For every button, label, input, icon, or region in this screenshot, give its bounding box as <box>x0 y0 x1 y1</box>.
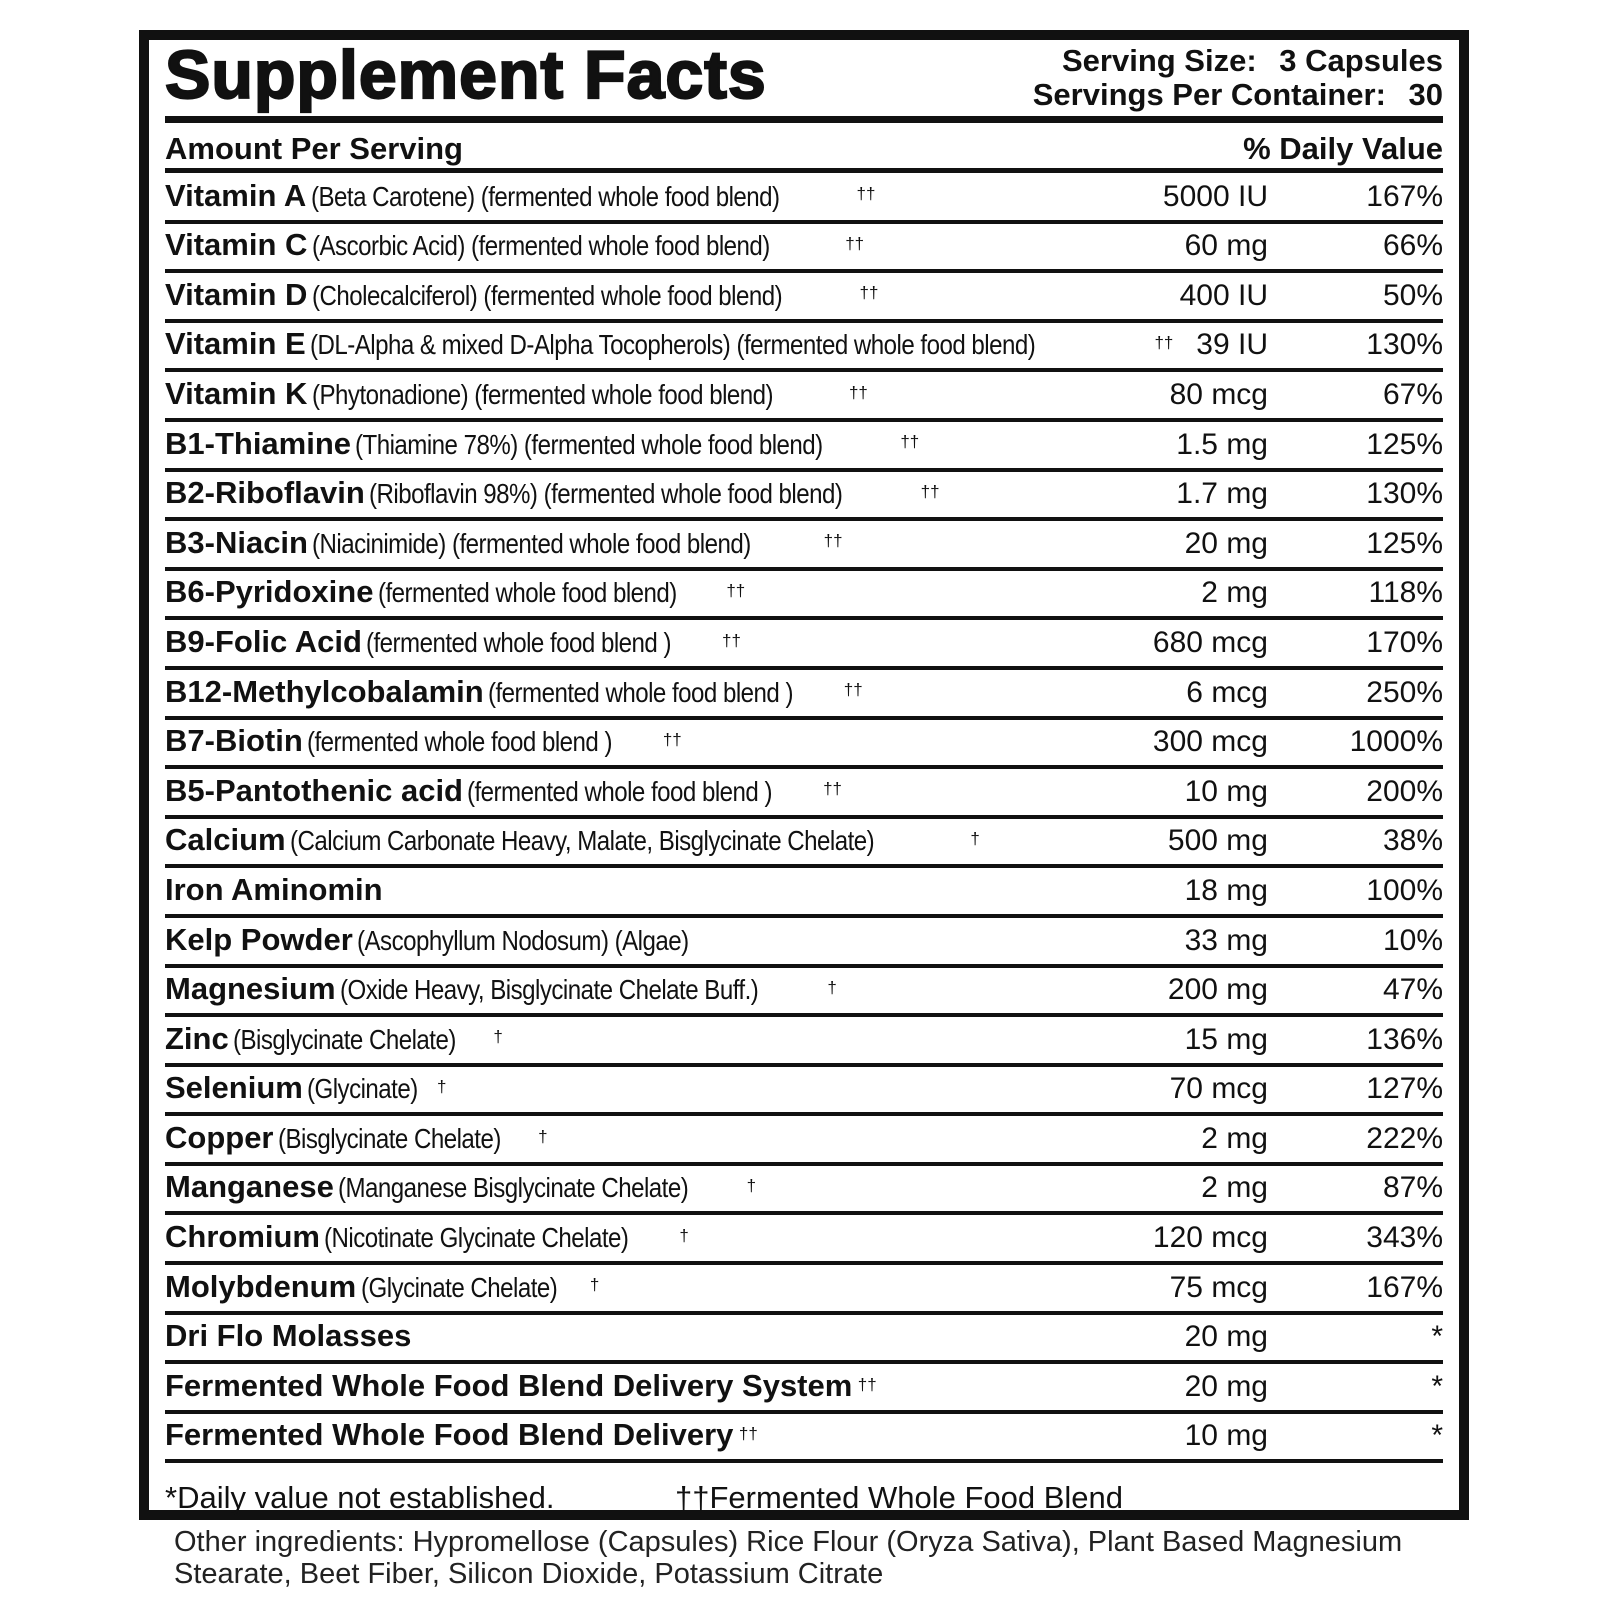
nutrient-daily-value: 167% <box>1366 1270 1443 1304</box>
servings-per-container-label: Servings Per Container: <box>1032 77 1386 112</box>
nutrient-name-cell <box>165 574 745 610</box>
nutrient-name-cell <box>165 872 388 908</box>
nutrient-name-cell <box>165 1120 548 1156</box>
nutrient-daily-value: * <box>1431 1419 1443 1453</box>
nutrient-description: (Glycinate) <box>307 1073 419 1105</box>
footnote-mark: †† <box>845 233 865 253</box>
footnote-mark: † <box>746 1176 757 1196</box>
nutrient-description: (fermented whole food blend) <box>377 577 677 609</box>
nutrient-description: (Calcium Carbonate Heavy, Malate, Bisglycinate Chelate) <box>290 825 875 857</box>
nutrient-description: (Bisglycinate Chelate) <box>233 1023 457 1055</box>
nutrient-daily-value: 66% <box>1382 229 1443 263</box>
footnote-mark: † <box>589 1275 600 1295</box>
nutrient-daily-value: 167% <box>1366 179 1443 213</box>
nutrient-name-cell <box>165 525 843 561</box>
nutrient-description: (Beta Carotene) (fermented whole food blend) <box>310 180 780 212</box>
table-row <box>165 968 1443 1018</box>
nutrient-daily-value: 125% <box>1366 526 1443 560</box>
table-row <box>165 1215 1443 1265</box>
nutrient-name: Magnesium <box>165 971 336 1007</box>
table-row <box>165 1017 1443 1067</box>
footnote-mark: † <box>970 828 980 848</box>
nutrient-amount: 300 mcg <box>1152 725 1268 759</box>
footnote-mark: †† <box>738 1424 758 1444</box>
nutrient-daily-value: 136% <box>1366 1022 1443 1056</box>
nutrient-daily-value: 130% <box>1366 328 1443 362</box>
table-row <box>165 769 1443 819</box>
nutrient-amount: 2 mg <box>1201 1171 1268 1205</box>
page-title: Supplement Facts <box>165 37 767 113</box>
nutrient-name-cell <box>165 674 863 710</box>
footnote-mark: †† <box>823 779 842 799</box>
nutrient-daily-value: * <box>1431 1369 1443 1403</box>
nutrient-amount: 500 mg <box>1167 824 1268 858</box>
footnote-mark: †† <box>662 729 682 749</box>
serving-size-value: 3 Capsules <box>1279 43 1443 78</box>
table-row <box>165 472 1443 522</box>
nutrient-daily-value: 38% <box>1382 824 1443 858</box>
nutrient-description: (Ascophyllum Nodosum) (Algae) <box>357 924 689 956</box>
table-row <box>165 571 1443 621</box>
nutrient-amount: 20 mg <box>1184 1369 1268 1403</box>
nutrient-name: Vitamin A <box>165 177 307 213</box>
nutrient-amount: 200 mg <box>1167 973 1268 1007</box>
table-row <box>165 372 1443 422</box>
nutrient-daily-value: 127% <box>1366 1072 1443 1106</box>
nutrient-description: (Bisglycinate Chelate) <box>277 1122 501 1154</box>
table-row <box>165 1166 1443 1216</box>
footnote-mark: † <box>679 1225 689 1245</box>
footnote-mark: † <box>437 1076 447 1096</box>
nutrient-name-cell <box>165 1417 758 1453</box>
nutrient-description: (Niacinimide) (fermented whole food blend) <box>312 527 752 559</box>
table-row <box>165 323 1443 373</box>
nutrient-name: Vitamin D <box>165 276 308 312</box>
nutrient-amount: 5000 IU <box>1162 179 1268 213</box>
serving-size <box>1033 44 1443 78</box>
nutrient-name: Fermented Whole Food Blend Delivery <box>165 1417 734 1453</box>
nutrient-name: Selenium <box>165 1070 303 1106</box>
header-divider <box>165 116 1443 123</box>
servings-per-container-value: 30 <box>1408 77 1443 112</box>
table-row <box>165 273 1443 323</box>
nutrient-amount: 10 mg <box>1184 1419 1268 1453</box>
nutrient-name-cell <box>165 971 837 1007</box>
table-row <box>165 1414 1443 1464</box>
nutrient-description: (Phytonadione) (fermented whole food blend) <box>311 378 773 410</box>
nutrient-description: (Cholecalciferol) (fermented whole food blend) <box>311 279 783 311</box>
nutrient-name: Vitamin K <box>165 375 308 411</box>
nutrient-daily-value: 250% <box>1366 675 1443 709</box>
nutrient-amount: 6 mcg <box>1186 675 1268 709</box>
table-row <box>165 1116 1443 1166</box>
nutrient-name-cell <box>165 376 868 412</box>
nutrient-daily-value: 343% <box>1366 1221 1443 1255</box>
nutrient-name: B7-Biotin <box>165 723 303 759</box>
nutrient-amount: 75 mcg <box>1169 1270 1268 1304</box>
table-row <box>165 1265 1443 1315</box>
table-row <box>165 819 1443 869</box>
footnote-mark: † <box>827 977 837 997</box>
nutrient-daily-value: 10% <box>1382 923 1443 957</box>
amount-per-serving-heading: Amount Per Serving <box>165 131 463 166</box>
column-header-row <box>165 128 1443 170</box>
footnote-mark: †† <box>857 1374 877 1394</box>
footnote-mark: †† <box>722 630 741 650</box>
nutrient-daily-value: * <box>1431 1320 1443 1354</box>
daily-value-heading: % Daily Value <box>1243 131 1443 166</box>
nutrient-daily-value: 87% <box>1382 1171 1443 1205</box>
nutrient-amount: 20 mg <box>1184 526 1268 560</box>
nutrient-description: (Thiamine 78%) (fermented whole food blend) <box>355 428 824 460</box>
nutrient-name: Vitamin C <box>165 227 308 263</box>
nutrient-name: B12-Methylcobalamin <box>165 673 484 709</box>
nutrient-amount: 120 mcg <box>1152 1221 1268 1255</box>
nutrient-amount: 60 mg <box>1184 229 1268 263</box>
nutrient-name: Copper <box>165 1119 274 1155</box>
footnote-mark: †† <box>920 481 940 501</box>
table-row <box>165 620 1443 670</box>
footnote-mark: †† <box>856 184 876 204</box>
nutrient-name-cell <box>165 624 741 660</box>
nutrient-name: B2-Riboflavin <box>165 475 365 511</box>
nutrient-amount: 33 mg <box>1184 923 1268 957</box>
nutrient-name: B6-Pyridoxine <box>165 574 374 610</box>
nutrient-name: Iron Aminomin <box>165 871 383 907</box>
nutrient-description: (Riboflavin 98%) (fermented whole food blend) <box>369 478 843 510</box>
nutrient-name: Vitamin E <box>165 326 306 362</box>
nutrient-name-cell <box>165 922 744 958</box>
facts-header <box>165 37 1443 120</box>
nutrient-name: B9-Folic Acid <box>165 623 362 659</box>
footnote-mark: † <box>538 1126 548 1146</box>
nutrient-name: Zinc <box>165 1020 229 1056</box>
table-row <box>165 720 1443 770</box>
other-ingredients: Other ingredients: Hypromellose (Capsules) Rice Flour (Oryza Sativa), Plant Based Magnesium Stearate, Beet Fiber, Silicon Dioxide, Potassium Citrate <box>174 1526 1403 1590</box>
nutrient-amount: 39 IU <box>1196 328 1268 362</box>
nutrient-name-cell <box>165 1070 447 1106</box>
nutrient-amount: 10 mg <box>1184 774 1268 808</box>
table-row <box>165 918 1443 968</box>
nutrient-amount: 2 mg <box>1201 1121 1268 1155</box>
table-row <box>165 521 1443 571</box>
serving-info <box>1033 44 1443 112</box>
nutrient-daily-value: 67% <box>1382 377 1443 411</box>
table-row <box>165 670 1443 720</box>
footnotes <box>165 1480 1443 1516</box>
nutrient-amount: 80 mcg <box>1169 377 1268 411</box>
nutrient-description: (fermented whole food blend ) <box>307 726 613 758</box>
nutrient-description: (fermented whole food blend ) <box>366 626 672 658</box>
nutrient-name-cell <box>165 1318 417 1354</box>
nutrient-name-cell <box>165 227 864 263</box>
nutrient-description: (Oxide Heavy, Bisglycinate Chelate Buff.) <box>339 974 759 1006</box>
nutrient-name-cell <box>165 822 980 858</box>
nutrient-name-cell <box>165 475 940 511</box>
nutrient-description: (fermented whole food blend ) <box>467 775 773 807</box>
servings-per-container <box>1033 78 1443 112</box>
footnote-mark: †† <box>823 531 843 551</box>
nutrient-name: Molybdenum <box>165 1268 357 1304</box>
nutrient-name-cell <box>165 1021 503 1057</box>
supplement-facts-panel <box>139 30 1469 1520</box>
footnote-mark: †† <box>843 680 863 700</box>
nutrient-name: Kelp Powder <box>165 921 353 957</box>
nutrient-amount: 2 mg <box>1201 576 1268 610</box>
daily-value-footnote: *Daily value not established. <box>165 1480 555 1515</box>
nutrient-name-cell <box>165 326 1173 362</box>
nutrient-table <box>165 174 1443 1463</box>
nutrient-description: (Manganese Bisglycinate Chelate) <box>338 1172 689 1204</box>
table-row <box>165 1067 1443 1117</box>
footnote-mark: † <box>493 1027 503 1047</box>
nutrient-amount: 1.7 mg <box>1176 477 1268 511</box>
nutrient-amount: 20 mg <box>1184 1320 1268 1354</box>
nutrient-amount: 18 mg <box>1184 873 1268 907</box>
blend-footnote: ††Fermented Whole Food Blend <box>675 1480 1124 1515</box>
serving-size-label: Serving Size: <box>1061 43 1257 78</box>
nutrient-name: Chromium <box>165 1219 320 1255</box>
table-row <box>165 1315 1443 1365</box>
nutrient-description: (fermented whole food blend ) <box>488 676 794 708</box>
table-row <box>165 422 1443 472</box>
table-row <box>165 224 1443 274</box>
table-row <box>165 868 1443 918</box>
nutrient-daily-value: 170% <box>1366 625 1443 659</box>
nutrient-name: Dri Flo Molasses <box>165 1318 412 1354</box>
nutrient-name-cell <box>165 1169 756 1205</box>
footnote-mark: †† <box>900 432 920 452</box>
nutrient-name: B1-Thiamine <box>165 425 352 461</box>
footnote-mark: †† <box>848 382 868 402</box>
nutrient-description: (DL-Alpha & mixed D-Alpha Tocopherols) (fermented whole food blend) <box>310 329 1036 361</box>
nutrient-daily-value: 1000% <box>1349 725 1443 759</box>
nutrient-description: (Ascorbic Acid) (fermented whole food blend) <box>311 230 770 262</box>
nutrient-name-cell <box>165 1219 689 1255</box>
nutrient-name-cell <box>165 178 875 214</box>
footnote-mark: †† <box>726 581 746 601</box>
nutrient-daily-value: 100% <box>1366 873 1443 907</box>
nutrient-amount: 15 mg <box>1184 1022 1268 1056</box>
nutrient-description: (Glycinate Chelate) <box>360 1271 557 1303</box>
nutrient-name-cell <box>165 723 682 759</box>
nutrient-name: B5-Pantothenic acid <box>165 772 463 808</box>
nutrient-name: Manganese <box>165 1169 334 1205</box>
nutrient-daily-value: 200% <box>1366 774 1443 808</box>
nutrient-name-cell <box>165 1368 877 1404</box>
nutrient-daily-value: 125% <box>1366 427 1443 461</box>
column-header-divider <box>165 168 1443 173</box>
nutrient-name: Calcium <box>165 822 286 858</box>
nutrient-daily-value: 222% <box>1366 1121 1443 1155</box>
nutrient-amount: 400 IU <box>1179 278 1268 312</box>
table-row <box>165 1364 1443 1414</box>
nutrient-daily-value: 118% <box>1368 576 1443 610</box>
nutrient-amount: 70 mcg <box>1169 1072 1268 1106</box>
nutrient-daily-value: 47% <box>1382 973 1443 1007</box>
nutrient-daily-value: 50% <box>1382 278 1443 312</box>
nutrient-amount: 1.5 mg <box>1176 427 1268 461</box>
nutrient-name-cell <box>165 1269 599 1305</box>
footnote-mark: †† <box>859 283 879 303</box>
nutrient-amount: 680 mcg <box>1152 625 1268 659</box>
nutrient-name: B3-Niacin <box>165 524 308 560</box>
nutrient-daily-value: 130% <box>1366 477 1443 511</box>
table-row <box>165 174 1443 224</box>
nutrient-name-cell <box>165 773 842 809</box>
nutrient-name-cell <box>165 426 919 462</box>
nutrient-name: Fermented Whole Food Blend Delivery System <box>165 1367 853 1403</box>
nutrient-description: (Nicotinate Glycinate Chelate) <box>324 1222 629 1254</box>
footnote-mark: †† <box>1154 333 1174 353</box>
nutrient-name-cell <box>165 277 878 313</box>
